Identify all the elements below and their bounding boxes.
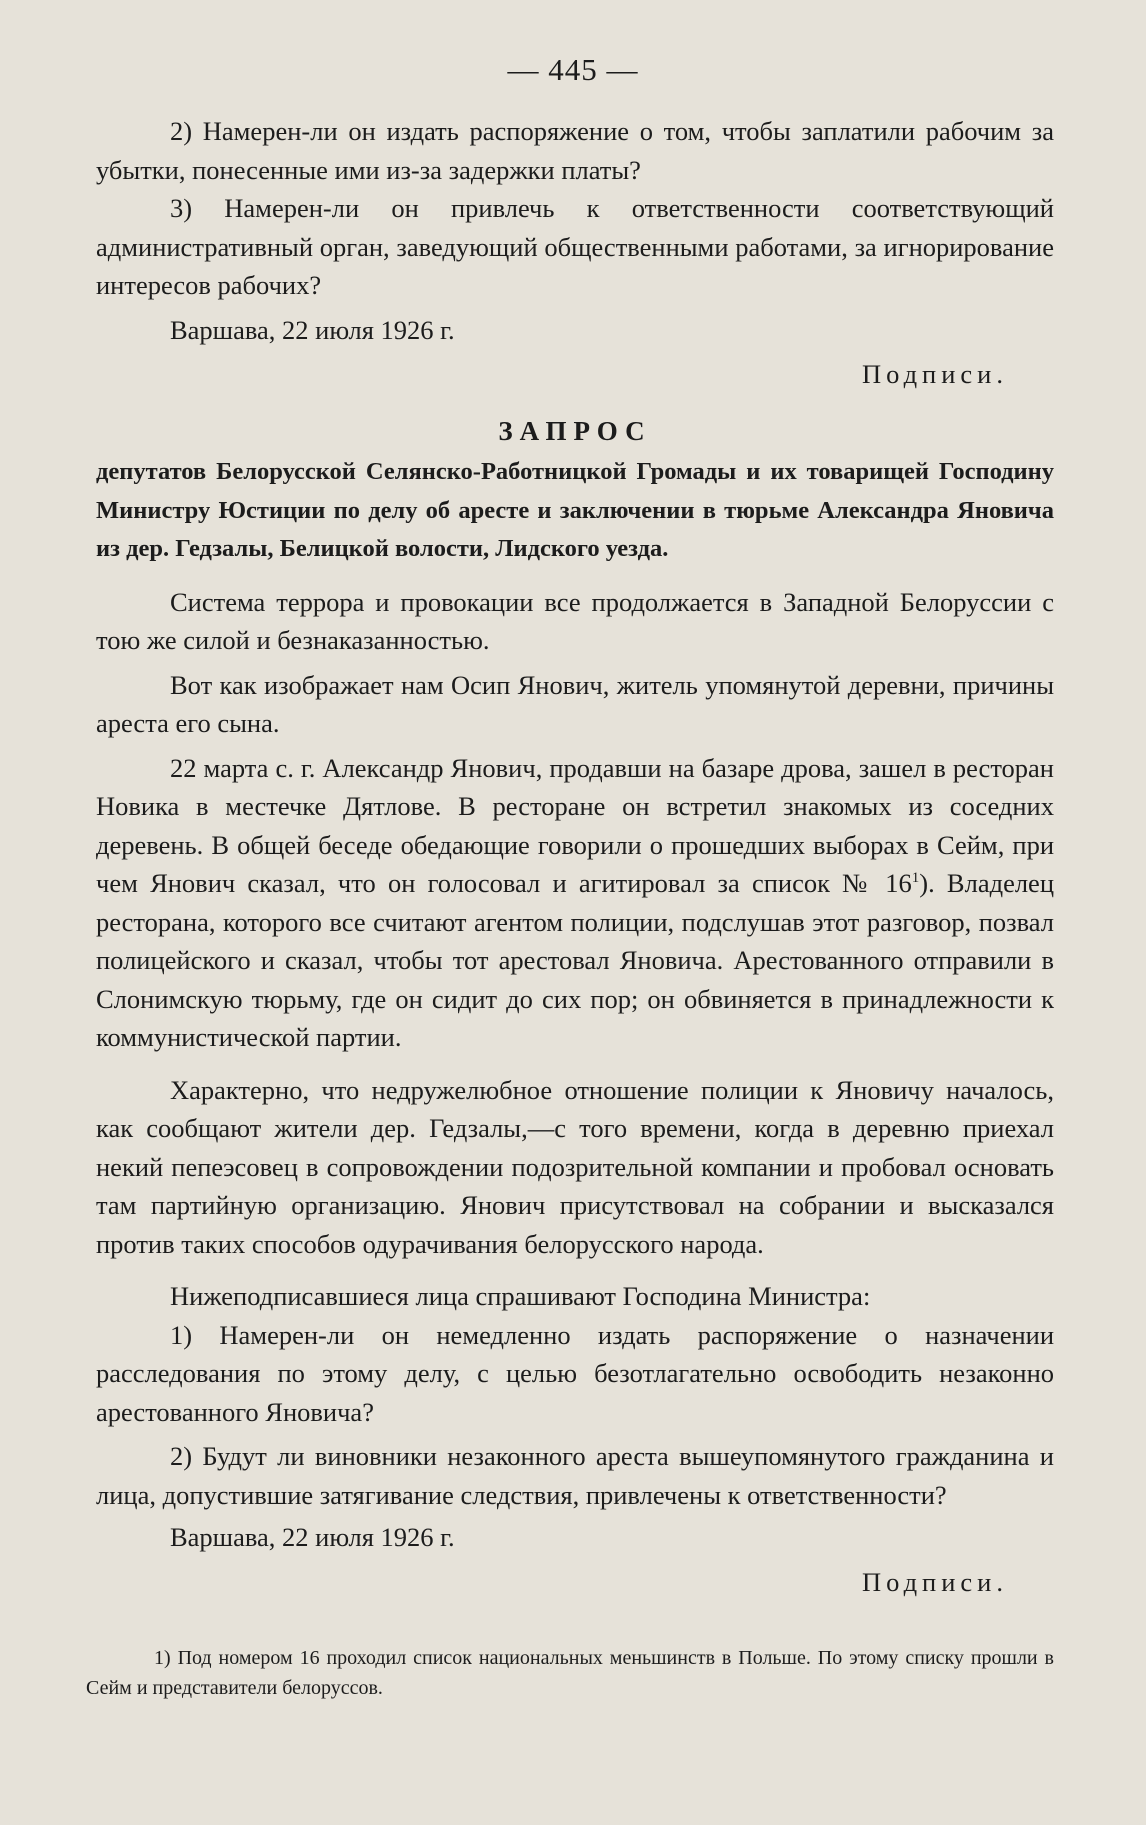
footnote-marker: 1 — [911, 870, 920, 887]
inquiry-title: ЗАПРОС — [498, 415, 652, 446]
paragraph-arrest-part2: ). Владелец ресторана, которого все считают агентом полиции, подслушав этот разговор, позвал полицейского и сказал, чтобы тот арестовал Яновича. Арестованного отправили в Слонимскую тюрьму, где он сидит до сих пор; он обвиняется в принадлежности к коммунистической партии. — [96, 868, 1055, 1052]
page-number: — 445 — — [507, 52, 639, 87]
paragraph-osip: Вот как изображает нам Осип Янович, житель упомянутой деревни, причины ареста его сына. — [96, 669, 1054, 738]
inquiry-question-1: 1) Намерен-ли он немедленно издать распоряжение о назначении расследования по этому делу, с целью безотлагательно освободить незаконно арестованного Яновича? — [96, 1319, 1054, 1427]
paragraph-ask-minister: Нижеподписавшиеся лица спрашивают Господина Министра: — [170, 1281, 871, 1311]
previous-signatures: Подписи. — [861, 359, 1008, 389]
inquiry-date: Варшава, 22 июля 1926 г. — [170, 1522, 455, 1552]
paragraph-arrest — [96, 749, 1054, 1057]
inquiry-subtitle: депутатов Белорусской Селянско-Работницкой Громады и их товарищей Господину Министру Юстиции по делу об аресте и заключении в тюрьме Александра Яновича из дер. Гедзалы, Белицкой волости, Лидского уезда. — [96, 458, 1054, 562]
previous-question-3: 3) Намерен-ли он привлечь к ответственности соответствующий административный орган, заведующий общественными работами, за игнорирование интересов рабочих? — [96, 193, 1054, 300]
footnote-area — [86, 1643, 1054, 1703]
footnote-text: 1) Под номером 16 проходил список национальных меньшинств в Польше. По этому списку прошли в Сейм и представители белоруссов. — [86, 1647, 1054, 1699]
paragraph-characteristic: Характерно, что недружелюбное отношение полиции к Яновичу началось, как сообщают жители дер. Гедзалы,—с того времени, когда в деревню приехал некий пепеэсовец в сопровождении подозрительной компании и пробовал основать там партийную организацию. Янович присутствовал на собрании и высказался против таких способов одурачивания белорусского народа. — [96, 1074, 1054, 1259]
paragraph-arrest-part1: 22 марта с. г. Александр Янович, продавши на базаре дрова, зашел в ресторан Новика в местечке Дятлове. В ресторане он встретил знакомых из соседних деревень. В общей беседе обедающие говорили о прошедших выборах в Сейм, при чем Янович сказал, что он голосовал и агитировал за список № 16 — [96, 752, 1054, 898]
inquiry-signatures: Подписи. — [861, 1566, 1008, 1597]
inquiry-question-2: 2) Будут ли виновники незаконного ареста вышеупомянутого гражданина и лица, допустившие затягивание следствия, привлечены к ответственности? — [96, 1441, 1054, 1510]
previous-date: Варшава, 22 июля 1926 г. — [170, 314, 455, 345]
text-column — [96, 112, 1054, 1601]
paragraph-terror: Система террора и провокации все продолжается в Западной Белоруссии с тою же силой и безнаказанностью. — [96, 586, 1054, 655]
previous-question-2: 2) Намерен-ли он издать распоряжение о том, чтобы заплатили рабочим за убытки, понесенные ими из-за задержки платы? — [96, 116, 1054, 185]
